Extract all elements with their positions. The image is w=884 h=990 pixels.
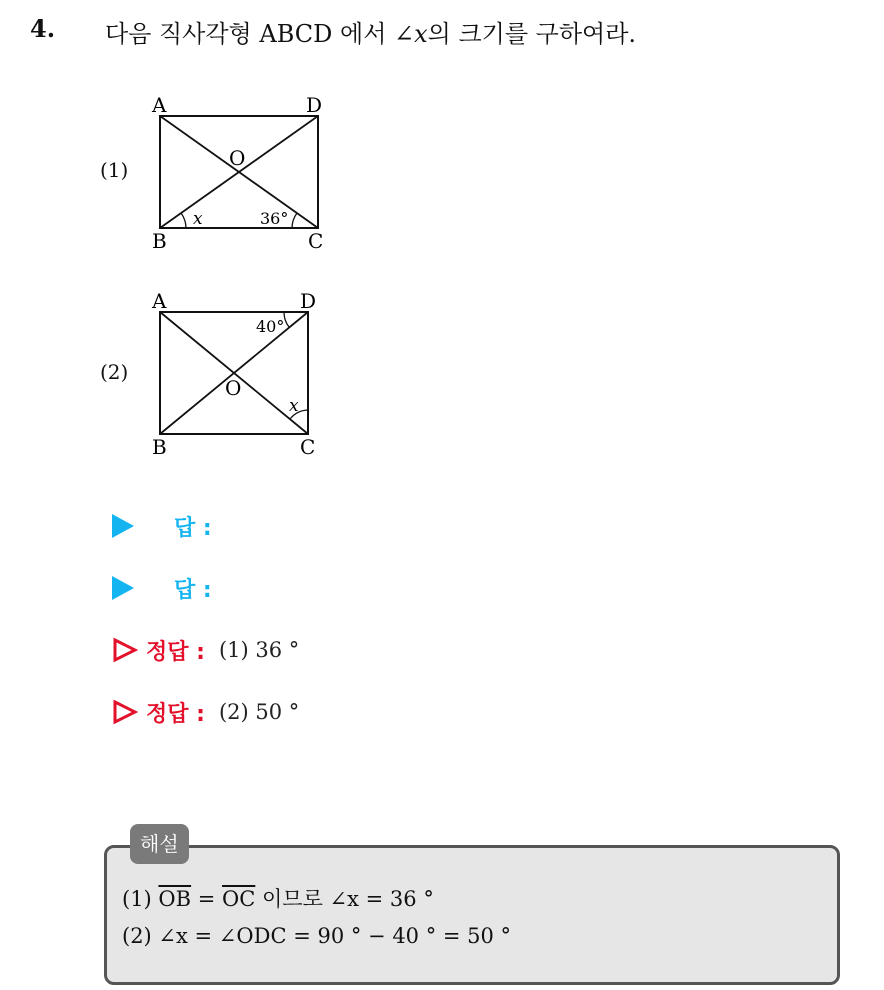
answer-row-2 [112,572,212,604]
figure-1-label: (1) [100,158,129,182]
fig1-vertex-d: D [306,93,323,117]
fig1-vertex-b: B [152,229,167,253]
fig1-vertex-a: A [152,93,167,117]
fig1-angle-36-arc [292,213,297,228]
solution-line-1 [122,883,434,913]
figure-1-rectangle-diagram [140,90,360,260]
fig2-vertex-a: A [152,289,167,313]
play-triangle-icon [112,514,134,538]
fig2-vertex-d: D [300,289,317,313]
fig2-vertex-c: C [300,435,316,459]
segment-oc: $\overline{OC}$ [222,887,256,911]
outline-triangle-icon [112,699,138,725]
figure-2-label: (2) [100,360,129,384]
solution-line-1-suffix: 이므로 ∠x = 36 ° [255,887,434,911]
solution-tag: 해설 [130,824,189,864]
segment-ob: $\overline{OB}$ [158,887,192,911]
question-number: 4. [30,14,56,43]
fig2-vertex-b: B [152,435,167,459]
fig1-vertex-c: C [308,229,324,253]
correct-answer-label: 정답 : [146,701,205,727]
fig1-center-o: O [229,146,246,170]
correct-answer-row-1 [112,634,299,666]
fig2-center-o: O [225,376,242,400]
play-triangle-icon [112,576,134,600]
fig2-angle-x-label: x [289,396,299,416]
question-text-before: 다음 직사각형 ABCD 에서 ∠ [105,20,415,48]
solution-line-1-prefix: (1) [122,887,159,911]
figure-2-rectangle-diagram [140,286,360,466]
fig1-angle-x-label: x [193,209,203,229]
fig1-angle-x-arc [181,213,186,228]
fig2-angle-40-label: 40° [256,317,285,336]
fig1-angle-36-label: 36° [260,209,289,228]
answer-label: 답 : [174,577,212,603]
answer-label: 답 : [174,515,212,541]
correct-answer-value: (1) 36 ° [218,638,300,662]
question-variable: x [414,20,428,48]
question-text [105,14,636,49]
correct-answer-value: (2) 50 ° [218,700,300,724]
answer-row-1 [112,510,212,542]
fig2-angle-40-arc [284,312,289,327]
correct-answer-label: 정답 : [146,639,205,665]
solution-line-1-equals: = [191,887,223,911]
solution-box [104,845,840,985]
question-text-after: 의 크기를 구하여라. [427,20,637,48]
solution-line-2: (2) ∠x = ∠ODC = 90 ° − 40 ° = 50 ° [122,924,512,948]
correct-answer-row-2 [112,696,299,728]
outline-triangle-icon [112,637,138,663]
